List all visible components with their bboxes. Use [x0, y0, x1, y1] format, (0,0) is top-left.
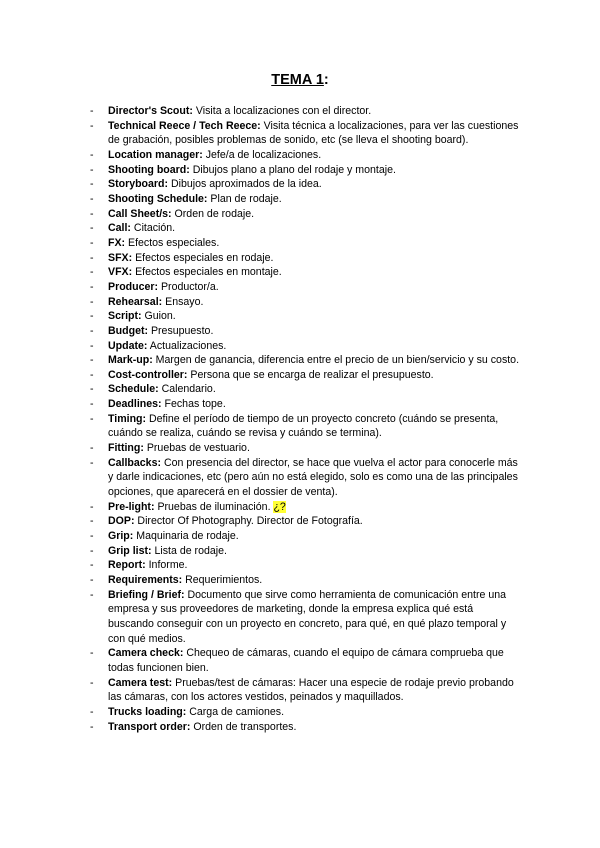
- glossary-term: Shooting board:: [108, 163, 190, 176]
- glossary-item: [0, 500, 520, 515]
- glossary-term: Technical Reece / Tech Reece:: [108, 119, 261, 132]
- glossary-term: VFX:: [108, 266, 133, 279]
- glossary-term: Call:: [108, 222, 131, 235]
- glossary-item: [0, 119, 520, 148]
- glossary-item: [0, 412, 520, 441]
- glossary-item: [0, 441, 520, 456]
- bullet-dash: -: [90, 368, 94, 381]
- highlighted-mark: ¿?: [273, 500, 286, 513]
- glossary-definition: Fechas tope.: [161, 398, 226, 411]
- bullet-dash: -: [90, 442, 94, 455]
- glossary-definition: Maquinaria de rodaje.: [133, 530, 239, 543]
- glossary-definition: Carga de camiones.: [186, 705, 285, 718]
- glossary-term: Deadlines:: [108, 398, 162, 411]
- glossary-term: DOP:: [108, 515, 135, 528]
- glossary-definition: Orden de transportes.: [190, 720, 297, 733]
- glossary-definition: Pruebas de vestuario.: [143, 442, 250, 455]
- glossary-item: [0, 456, 520, 500]
- glossary-term: Grip list:: [108, 544, 152, 557]
- glossary-item: [0, 558, 520, 573]
- glossary-definition: Persona que se encarga de realizar el presupuesto.: [187, 368, 434, 381]
- glossary-item: [0, 177, 520, 192]
- glossary-definition: Con presencia del director, se hace que vuelva el actor para conocerle más y darle indicaciones, etc (pero aún no está elegido, solo es como una de las principales opciones, que aparecerá en el dossier de venta).: [108, 456, 518, 499]
- glossary-item: [0, 324, 520, 339]
- glossary-definition: Dibujos aproximados de la idea.: [168, 178, 322, 191]
- glossary-definition: Efectos especiales en montaje.: [132, 266, 282, 279]
- bullet-dash: -: [90, 207, 94, 220]
- title-colon: :: [323, 72, 329, 88]
- bullet-dash: -: [90, 647, 94, 660]
- bullet-dash: -: [90, 530, 94, 543]
- glossary-term: Director's Scout:: [108, 105, 193, 117]
- glossary-item: [0, 382, 520, 397]
- glossary-definition: Visita a localizaciones con el director.: [192, 105, 372, 117]
- glossary-term: Cost-controller:: [108, 368, 188, 381]
- glossary-term: Rehearsal:: [108, 295, 163, 308]
- glossary-item: [0, 705, 520, 720]
- glossary-term: Schedule:: [108, 383, 159, 396]
- glossary-term: Update:: [108, 339, 148, 352]
- bullet-dash: -: [90, 574, 94, 586]
- glossary-item: [0, 514, 520, 529]
- glossary-definition: Dibujos plano a plano del rodaje y montaje.: [189, 163, 396, 176]
- glossary-term: Storyboard:: [108, 178, 169, 191]
- bullet-dash: -: [90, 500, 94, 513]
- bullet-dash: -: [90, 163, 94, 176]
- glossary-definition: Margen de ganancia, diferencia entre el precio de un bien/servicio y su costo.: [152, 354, 520, 367]
- glossary-definition: Ensayo.: [162, 295, 204, 308]
- bullet-dash: -: [90, 236, 94, 249]
- glossary-item: [0, 163, 520, 178]
- glossary-definition: Pruebas de iluminación.: [154, 500, 274, 513]
- bullet-dash: -: [90, 412, 94, 425]
- bullet-dash: -: [90, 295, 94, 308]
- glossary-definition: Plan de rodaje.: [207, 192, 282, 205]
- glossary-item: [0, 573, 520, 588]
- glossary-item: [0, 251, 520, 266]
- bullet-dash: -: [90, 398, 94, 411]
- glossary-item: [0, 339, 520, 354]
- glossary-item: [0, 397, 520, 412]
- glossary-definition: Jefe/a de localizaciones.: [202, 148, 322, 161]
- title-text: TEMA 1: [271, 72, 324, 88]
- glossary-term: Report:: [108, 559, 146, 572]
- glossary-term: Requirements:: [108, 574, 183, 586]
- glossary-term: Camera check:: [108, 647, 184, 660]
- glossary-term: Location manager:: [108, 148, 203, 161]
- glossary-item: [0, 646, 520, 675]
- glossary-list: [0, 104, 600, 734]
- bullet-dash: -: [90, 588, 94, 601]
- glossary-term: Call Sheet/s:: [108, 207, 172, 220]
- glossary-definition: Pruebas/test de cámaras: Hacer una especie de rodaje previo probando las cámaras, con los actores vestidos, peinados y maquillados.: [108, 676, 514, 704]
- glossary-definition: Informe.: [145, 559, 188, 572]
- glossary-definition: Calendario.: [158, 383, 216, 396]
- glossary-term: FX:: [108, 236, 126, 249]
- bullet-dash: -: [90, 310, 94, 323]
- glossary-item: [0, 192, 520, 207]
- glossary-item: [0, 207, 520, 222]
- glossary-term: Producer:: [108, 280, 159, 293]
- bullet-dash: -: [90, 178, 94, 191]
- glossary-item: [0, 221, 520, 236]
- bullet-dash: -: [90, 266, 94, 279]
- bullet-dash: -: [90, 559, 94, 572]
- glossary-term: Budget:: [108, 324, 149, 337]
- glossary-definition: Director Of Photography. Director de Fotografía.: [134, 515, 363, 528]
- glossary-term: SFX:: [108, 251, 133, 264]
- glossary-item: [0, 265, 520, 280]
- bullet-dash: -: [90, 354, 94, 367]
- glossary-definition: Visita técnica a localizaciones, para ver las cuestiones de grabación, posibles problemas de sonido, etc (se lleva el shooting board).: [108, 119, 519, 147]
- bullet-dash: -: [90, 324, 94, 337]
- glossary-item: [0, 720, 520, 735]
- glossary-term: Pre-light:: [108, 500, 155, 513]
- glossary-definition: Requerimientos.: [182, 574, 263, 586]
- bullet-dash: -: [90, 105, 94, 117]
- glossary-item: [0, 529, 520, 544]
- bullet-dash: -: [90, 515, 94, 528]
- glossary-term: Timing:: [108, 412, 147, 425]
- glossary-definition: Guion.: [141, 310, 176, 323]
- glossary-term: Callbacks:: [108, 456, 161, 469]
- bullet-dash: -: [90, 119, 94, 132]
- glossary-item: [0, 544, 520, 559]
- glossary-definition: Efectos especiales.: [125, 236, 220, 249]
- page-title: [0, 71, 600, 89]
- glossary-term: Fitting:: [108, 442, 144, 455]
- bullet-dash: -: [90, 148, 94, 161]
- glossary-definition: Presupuesto.: [148, 324, 214, 337]
- glossary-term: Shooting Schedule:: [108, 192, 208, 205]
- glossary-item: [0, 368, 520, 383]
- bullet-dash: -: [90, 251, 94, 264]
- glossary-definition: Citación.: [130, 222, 176, 235]
- bullet-dash: -: [90, 192, 94, 205]
- glossary-definition: Define el período de tiempo de un proyecto concreto (cuándo se presenta, cuándo se realiza, cuándo se revisa y cuándo se termina).: [108, 412, 499, 440]
- glossary-term: Mark-up:: [108, 354, 153, 367]
- glossary-item: [0, 309, 520, 324]
- bullet-dash: -: [90, 676, 94, 689]
- glossary-definition: Orden de rodaje.: [171, 207, 255, 220]
- glossary-item: [0, 295, 520, 310]
- bullet-dash: -: [90, 720, 94, 733]
- glossary-term: Trucks loading:: [108, 705, 187, 718]
- glossary-term: Briefing / Brief:: [108, 588, 185, 601]
- bullet-dash: -: [90, 544, 94, 557]
- glossary-term: Grip:: [108, 530, 134, 543]
- glossary-definition: Actualizaciones.: [147, 339, 227, 352]
- glossary-definition: Chequeo de cámaras, cuando el equipo de cámara comprueba que todas funcionen bien.: [108, 647, 504, 674]
- glossary-definition: Documento que sirve como herramienta de comunicación entre una empresa y sus proveedores de marketing, donde la empresa explica qué está buscando conseguir con un proyecto en concreto, para qué, en qué plazo temporal y con qué medios.: [108, 588, 507, 645]
- bullet-dash: -: [90, 383, 94, 396]
- glossary-item: [0, 353, 520, 368]
- glossary-definition: Productor/a.: [158, 280, 219, 293]
- glossary-item: [0, 676, 520, 705]
- glossary-item: [0, 104, 520, 119]
- glossary-term: Transport order:: [108, 720, 191, 733]
- glossary-term: Script:: [108, 310, 142, 323]
- glossary-term: Camera test:: [108, 676, 173, 689]
- glossary-item: [0, 280, 520, 295]
- glossary-definition: Lista de rodaje.: [151, 544, 227, 557]
- bullet-dash: -: [90, 339, 94, 352]
- bullet-dash: -: [90, 456, 94, 469]
- glossary-item: [0, 236, 520, 251]
- glossary-item: [0, 588, 520, 647]
- bullet-dash: -: [90, 222, 94, 235]
- bullet-dash: -: [90, 280, 94, 293]
- bullet-dash: -: [90, 705, 94, 718]
- glossary-definition: Efectos especiales en rodaje.: [132, 251, 274, 264]
- glossary-item: [0, 148, 520, 163]
